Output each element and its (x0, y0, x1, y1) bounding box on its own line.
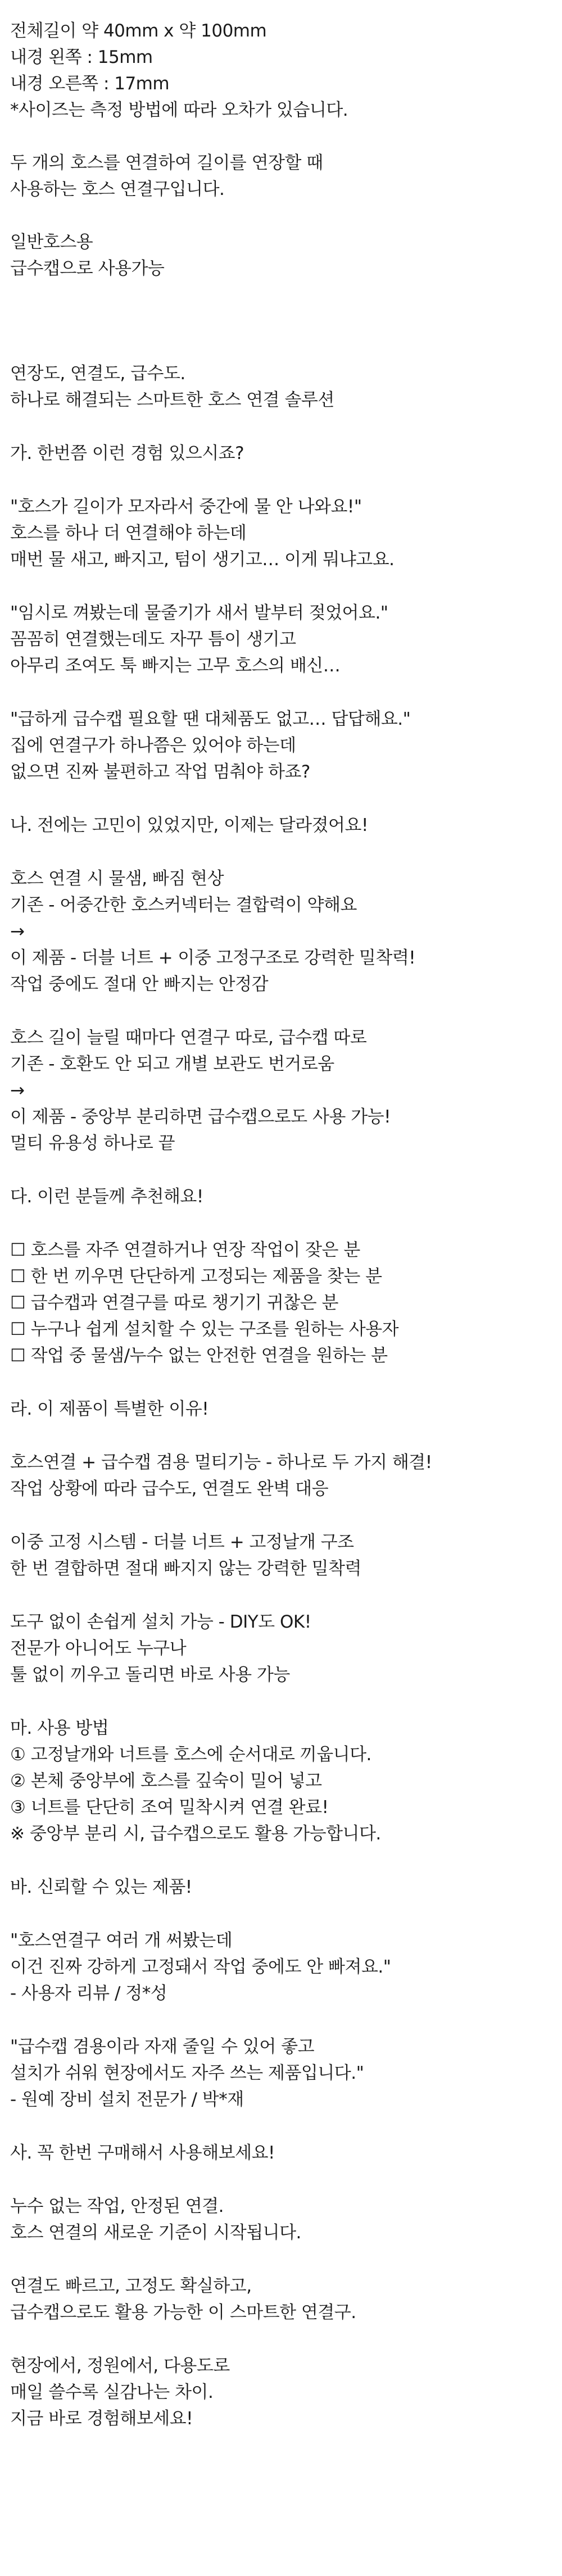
headline-line: 연장도, 연결도, 급수도. (10, 364, 185, 384)
feature-line: 도구 없이 손쉽게 설치 가능 - DIY도 OK! (10, 1612, 311, 1632)
section-title: 다. 이런 분들께 추천해요! (10, 1187, 203, 1207)
usage-step: ③ 너트를 단단히 조여 밀착시켜 연결 완료! (10, 1797, 329, 1818)
problem-line: 호스 연결 시 물샘, 빠짐 현상 (10, 869, 224, 889)
solution-line: 멀티 유용성 하나로 끝 (10, 1133, 175, 1153)
arrow-icon: → (10, 921, 25, 942)
spec-inner-left: 내경 왼쪽 : 15mm (10, 47, 153, 67)
solution-line: 이 제품 - 중앙부 분리하면 급수캡으로도 사용 가능! (10, 1107, 391, 1127)
recommend-item: ☐ 작업 중 물샘/누수 없는 안전한 연결을 원하는 분 (10, 1346, 388, 1366)
solution-line: 작업 중에도 절대 안 빠지는 안정감 (10, 974, 269, 994)
quote-line: 매번 물 새고, 빠지고, 텀이 생기고… 이게 뭐냐고요. (10, 549, 395, 570)
problem-line: 호스 길이 늘릴 때마다 연결구 따로, 급수캡 따로 (10, 1028, 367, 1048)
spec-total-size: 전체길이 약 40mm x 약 100mm (10, 21, 267, 41)
recommend-item: ☐ 호스를 자주 연결하거나 연장 작업이 잦은 분 (10, 1240, 360, 1260)
quote-line: 없으면 진짜 불편하고 작업 멈춰야 하죠? (10, 762, 310, 782)
closing-line: 매일 쓸수록 실감나는 차이. (10, 2382, 214, 2402)
headline-line: 하나로 해결되는 스마트한 호스 연결 솔루션 (10, 390, 334, 410)
section-ga (10, 440, 562, 785)
recommend-item: ☐ 한 번 끼우면 단단하게 고정되는 제품을 찾는 분 (10, 1266, 382, 1287)
arrow-icon: → (10, 1080, 25, 1101)
headline-block (10, 361, 562, 414)
closing-line: 연결도 빠르고, 고정도 확실하고, (10, 2276, 252, 2296)
closing-line: 지금 바로 경험해보세요! (10, 2409, 193, 2429)
review-line: 이건 진짜 강하게 고정돼서 작업 중에도 안 빠져요." (10, 1957, 391, 1977)
section-da (10, 1184, 562, 1369)
closing-line: 급수캡으로도 활용 가능한 이 스마트한 연결구. (10, 2302, 356, 2323)
usage-step: ② 본체 중앙부에 호스를 깊숙이 밀어 넣고 (10, 1771, 322, 1791)
intro-line: 사용하는 호스 연결구입니다. (10, 179, 225, 199)
feature-line: 한 번 결합하면 절대 빠지지 않는 강력한 밀착력 (10, 1559, 361, 1579)
section-ba (10, 1874, 562, 2113)
specs-block (10, 18, 562, 124)
feature-line: 작업 상황에 따라 급수도, 연결도 완벽 대응 (10, 1479, 329, 1499)
section-title: 마. 사용 방법 (10, 1718, 109, 1738)
spec-inner-right: 내경 오른쪽 : 17mm (10, 74, 170, 94)
usage-line: 일반호스용 (10, 232, 93, 252)
section-ra (10, 1396, 562, 1688)
section-na (10, 812, 562, 1157)
usage-step: ① 고정날개와 너트를 호스에 순서대로 끼웁니다. (10, 1744, 371, 1765)
section-title: 사. 꼭 한번 구매해서 사용해보세요! (10, 2143, 275, 2163)
feature-line: 호스연결 + 급수캡 겸용 멀티기능 - 하나로 두 가지 해결! (10, 1452, 432, 1473)
problem-line: 기존 - 호환도 안 되고 개별 보관도 번거로움 (10, 1054, 334, 1074)
section-ma (10, 1715, 562, 1847)
review-author: - 사용자 리뷰 / 정*성 (10, 1983, 167, 2003)
usage-block (10, 229, 562, 282)
feature-line: 툴 없이 끼우고 돌리면 바로 사용 가능 (10, 1665, 290, 1685)
closing-line: 현장에서, 정원에서, 다용도로 (10, 2356, 230, 2376)
feature-line: 이중 고정 시스템 - 더블 너트 + 고정날개 구조 (10, 1532, 354, 1552)
section-title: 라. 이 제품이 특별한 이유! (10, 1399, 209, 1419)
review-author: - 원예 장비 설치 전문가 / 박*재 (10, 2089, 244, 2110)
usage-line: 급수캡으로 사용가능 (10, 258, 165, 279)
usage-note: ※ 중앙부 분리 시, 급수캡으로도 활용 가능합니다. (10, 1824, 381, 1844)
quote-line: 꼼꼼히 연결했는데도 자꾸 틈이 생기고 (10, 629, 296, 649)
spec-note: *사이즈는 측정 방법에 따라 오차가 있습니다. (10, 100, 348, 120)
intro-line: 두 개의 호스를 연결하여 길이를 연장할 때 (10, 153, 323, 173)
section-title: 가. 한번쯤 이런 경험 있으시죠? (10, 443, 244, 464)
quote-line: "임시로 껴봤는데 물줄기가 새서 발부터 젖었어요." (10, 603, 388, 623)
quote-line: 집에 연결구가 하나쯤은 있어야 하는데 (10, 735, 296, 756)
recommend-item: ☐ 누구나 쉽게 설치할 수 있는 구조를 원하는 사용자 (10, 1319, 399, 1339)
review-line: "급수캡 겸용이라 자재 줄일 수 있어 좋고 (10, 2037, 315, 2057)
quote-line: 아무리 조여도 툭 빠지는 고무 호스의 배신… (10, 656, 341, 676)
solution-line: 이 제품 - 더블 너트 + 이중 고정구조로 강력한 밀착력! (10, 948, 416, 968)
closing-line: 호스 연결의 새로운 기준이 시작됩니다. (10, 2223, 301, 2243)
quote-line: "급하게 급수캡 필요할 땐 대체품도 없고… 답답해요." (10, 709, 411, 729)
section-sa (10, 2140, 562, 2432)
section-title: 나. 전에는 고민이 있었지만, 이제는 달라졌어요! (10, 815, 368, 835)
recommend-item: ☐ 급수캡과 연결구를 따로 챙기기 귀찮은 분 (10, 1293, 338, 1313)
intro-block (10, 150, 562, 203)
review-line: "호스연결구 여러 개 써봤는데 (10, 1930, 233, 1951)
quote-line: "호스가 길이가 모자라서 중간에 물 안 나와요!" (10, 497, 362, 517)
quote-line: 호스를 하나 더 연결해야 하는데 (10, 523, 247, 543)
closing-line: 누수 없는 작업, 안정된 연결. (10, 2196, 224, 2216)
feature-line: 전문가 아니어도 누구나 (10, 1638, 187, 1659)
review-line: 설치가 쉬워 현장에서도 자주 쓰는 제품입니다." (10, 2063, 364, 2083)
section-title: 바. 신뢰할 수 있는 제품! (10, 1877, 192, 1897)
problem-line: 기존 - 어중간한 호스커넥터는 결합력이 약해요 (10, 895, 357, 915)
